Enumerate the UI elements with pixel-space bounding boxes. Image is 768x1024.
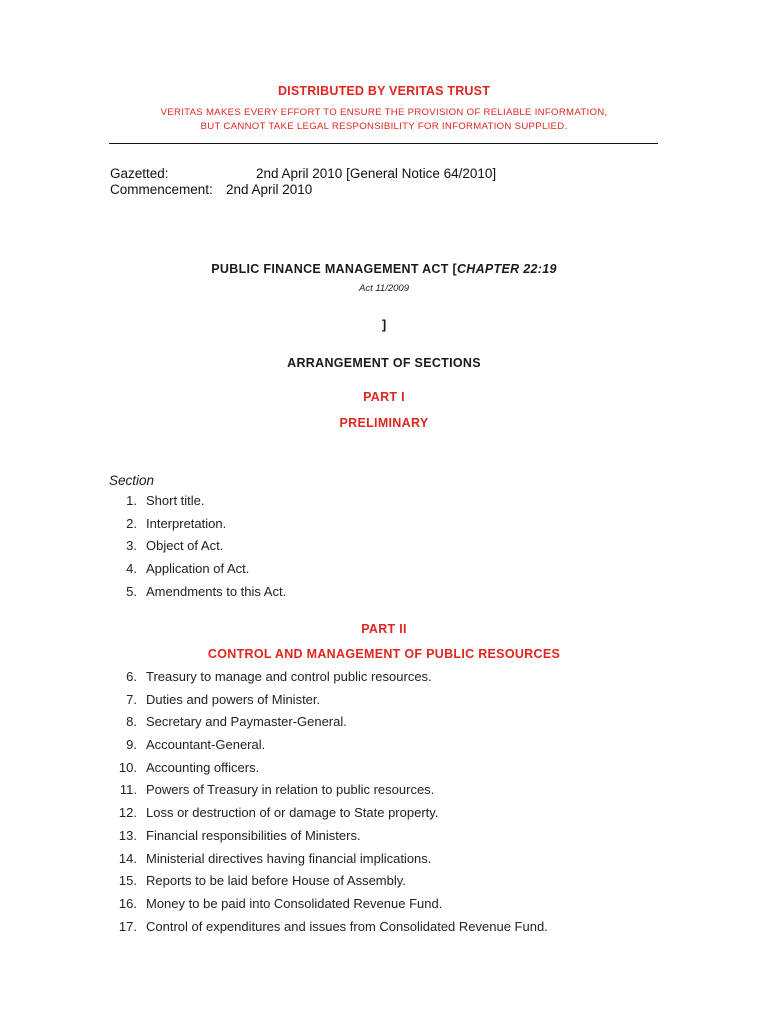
part-2-label: PART II [361,622,407,636]
list-item[interactable] [0,896,768,919]
section-title: Financial responsibilities of Ministers. [146,827,361,843]
list-item[interactable] [0,782,768,805]
section-title: Control of expenditures and issues from Consolidated Revenue Fund. [146,918,548,934]
disclaimer-line-2: BUT CANNOT TAKE LEGAL RESPONSIBILITY FOR INFORMATION SUPPLIED. [200,121,568,132]
commencement-label: Commencement: [110,182,213,197]
section-number: 13. [118,827,137,843]
section-title: Reports to be laid before House of Assembly. [146,873,406,889]
act-title-closing-bracket: ] [381,317,387,332]
section-title: Secretary and Paymaster-General. [146,714,347,730]
section-number: 1. [126,493,137,508]
section-number: 8. [126,714,137,730]
section-title: Money to be paid into Consolidated Revenue Fund. [146,895,443,911]
list-item[interactable] [0,516,768,539]
section-number: 9. [126,737,137,753]
section-number: 17. [118,918,137,934]
section-title: Powers of Treasury in relation to public resources. [146,782,435,798]
list-item[interactable] [0,851,768,874]
section-title: Duties and powers of Minister. [146,691,321,707]
section-number: 2. [126,515,137,531]
gazetted-row [110,166,496,181]
part-1-section-list [0,493,768,606]
section-number: 10. [118,759,137,775]
list-item[interactable] [0,493,768,516]
arrangement-heading: ARRANGEMENT OF SECTIONS [287,356,481,370]
section-title: Accounting officers. [146,759,260,775]
section-title: Accountant-General. [146,737,266,753]
commencement-value: 2nd April 2010 [226,182,313,197]
section-title: Ministerial directives having financial implications. [146,850,432,866]
section-title: Application of Act. [146,561,250,577]
act-number: Act 11/2009 [358,283,409,294]
part-1-label: PART I [363,390,405,404]
list-item[interactable] [0,692,768,715]
section-title: Short title. [146,493,205,508]
part-1-title: PRELIMINARY [339,416,429,430]
list-item[interactable] [0,584,768,607]
act-title-main: PUBLIC FINANCE MANAGEMENT ACT [ [211,262,457,276]
disclaimer-line-1: VERITAS MAKES EVERY EFFORT TO ENSURE THE PROVISION OF RELIABLE INFORMATION, [160,107,608,118]
part-2-title: CONTROL AND MANAGEMENT OF PUBLIC RESOURCES [207,647,561,661]
section-number: 7. [126,691,137,707]
list-item[interactable] [0,805,768,828]
section-title: Interpretation. [146,515,227,531]
list-item[interactable] [0,561,768,584]
list-item[interactable] [0,760,768,783]
section-column-label: Section [109,473,155,488]
section-title: Object of Act. [146,538,224,554]
section-title: Treasury to manage and control public resources. [146,669,432,684]
act-title-chapter: CHAPTER 22:19 [456,262,557,276]
list-item[interactable] [0,737,768,760]
list-item[interactable] [0,669,768,692]
list-item[interactable] [0,714,768,737]
section-number: 6. [126,669,137,684]
section-title: Amendments to this Act. [146,583,287,599]
commencement-row [110,182,312,197]
list-item[interactable] [0,919,768,942]
list-item[interactable] [0,873,768,896]
gazetted-label: Gazetted: [110,166,169,181]
header-divider [109,143,658,144]
section-number: 4. [126,561,137,577]
section-number: 11. [119,782,137,798]
section-number: 14. [118,850,137,866]
list-item[interactable] [0,538,768,561]
gazetted-value: 2nd April 2010 [General Notice 64/2010] [256,166,497,181]
section-title: Loss or destruction of or damage to State property. [146,805,439,821]
distributed-by-heading: DISTRIBUTED BY VERITAS TRUST [277,84,491,98]
section-number: 16. [118,895,137,911]
section-number: 15. [118,873,137,889]
part-2-section-list [0,669,768,941]
act-title [0,262,768,276]
list-item[interactable] [0,828,768,851]
section-number: 3. [126,538,137,554]
section-number: 12. [118,805,137,821]
section-number: 5. [126,583,137,599]
